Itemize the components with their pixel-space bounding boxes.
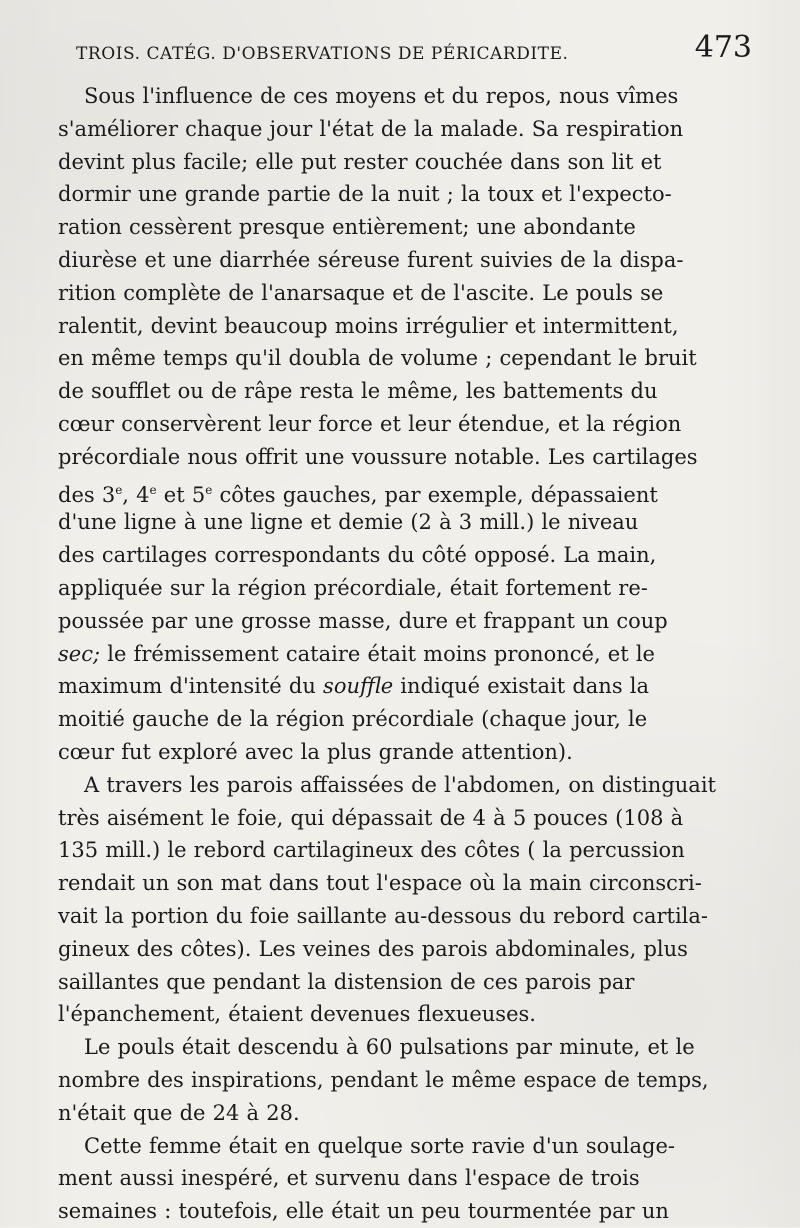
text-line: Cette femme était en quelque sorte ravie d'un soulage- xyxy=(84,1133,675,1158)
body-text xyxy=(58,80,752,1228)
text-line: cœur conservèrent leur force et leur étendue, et la région xyxy=(58,411,682,436)
text-line: Le pouls était descendu à 60 pulsations par minute, et le xyxy=(84,1035,695,1060)
text-line: l'épanchement, étaient devenues flexueuses. xyxy=(58,1002,536,1027)
italic-term: sec; xyxy=(58,641,101,666)
text-line: appliquée sur la région précordiale, était fortement re- xyxy=(58,575,648,600)
text-line: ralentit, devint beaucoup moins irrégulier et intermittent, xyxy=(58,313,679,338)
text-line: nombre des inspirations, pendant le même espace de temps, xyxy=(58,1067,709,1092)
superscript: e xyxy=(115,482,123,497)
text-line: n'était que de 24 à 28. xyxy=(58,1100,300,1125)
text-line: des 3e, 4e et 5e côtes gauches, par exemple, dépassaient xyxy=(58,482,658,507)
running-title: TROIS. CATÉG. D'OBSERVATIONS DE PÉRICARDITE. xyxy=(76,44,569,64)
text-line: de soufflet ou de râpe resta le même, les battements du xyxy=(58,379,658,404)
text-line: 135 mill.) le rebord cartilagineux des côtes ( la percussion xyxy=(58,838,685,863)
text-line: vait la portion du foie saillante au-dessous du rebord cartila- xyxy=(58,903,709,928)
text-line: ment aussi inespéré, et survenu dans l'espace de trois xyxy=(58,1166,640,1191)
page-number: 473 xyxy=(694,30,752,65)
text-line: des cartilages correspondants du côté opposé. La main, xyxy=(58,543,657,568)
paragraph-4 xyxy=(58,1130,752,1228)
text-line: gineux des côtes). Les veines des parois abdominales, plus xyxy=(58,936,688,961)
text-line: dormir une grande partie de la nuit ; la toux et l'expecto- xyxy=(58,182,672,207)
text-line: Sous l'influence de ces moyens et du repos, nous vîmes xyxy=(84,84,679,108)
text-line: devint plus facile; elle put rester couchée dans son lit et xyxy=(58,149,662,174)
text-line: poussée par une grosse masse, dure et frappant un coup xyxy=(58,608,668,633)
text-line: rendait un son mat dans tout l'espace où la main circonscri- xyxy=(58,871,702,896)
text-line: moitié gauche de la région précordiale (chaque jour, le xyxy=(58,707,648,732)
text-line: saillantes que pendant la distension de ces parois par xyxy=(58,969,635,994)
text-line: maximum d'intensité du souffle indiqué existait dans la xyxy=(58,674,650,699)
text-line: d'une ligne à une ligne et demie (2 à 3 mill.) le niveau xyxy=(58,510,639,535)
text-line: sec; le frémissement cataire était moins prononcé, et le xyxy=(58,641,655,666)
paragraph-3 xyxy=(58,1031,752,1129)
text-line: s'améliorer chaque jour l'état de la malade. Sa respiration xyxy=(58,116,684,141)
paragraph-1 xyxy=(58,80,752,769)
text-line: cœur fut exploré avec la plus grande attention). xyxy=(58,739,573,764)
text-line: semaines : toutefois, elle était un peu tourmentée par un xyxy=(58,1199,669,1224)
text-line: A travers les parois affaissées de l'abdomen, on distinguait xyxy=(84,772,716,797)
superscript: e xyxy=(149,482,157,497)
superscript: e xyxy=(205,482,213,497)
text-line: diurèse et une diarrhée séreuse furent suivies de la dispa- xyxy=(58,247,684,272)
text-line: en même temps qu'il doubla de volume ; cependant le bruit xyxy=(58,346,697,371)
running-head xyxy=(58,26,752,78)
paragraph-2 xyxy=(58,769,752,1031)
italic-term: souffle xyxy=(323,674,394,699)
text-line: précordiale nous offrit une voussure notable. Les cartilages xyxy=(58,444,698,469)
text-line: ration cessèrent presque entièrement; une abondante xyxy=(58,215,636,240)
text-line: très aisément le foie, qui dépassait de 4 à 5 pouces (108 à xyxy=(58,805,684,830)
text-line: rition complète de l'anarsaque et de l'ascite. Le pouls se xyxy=(58,280,664,305)
